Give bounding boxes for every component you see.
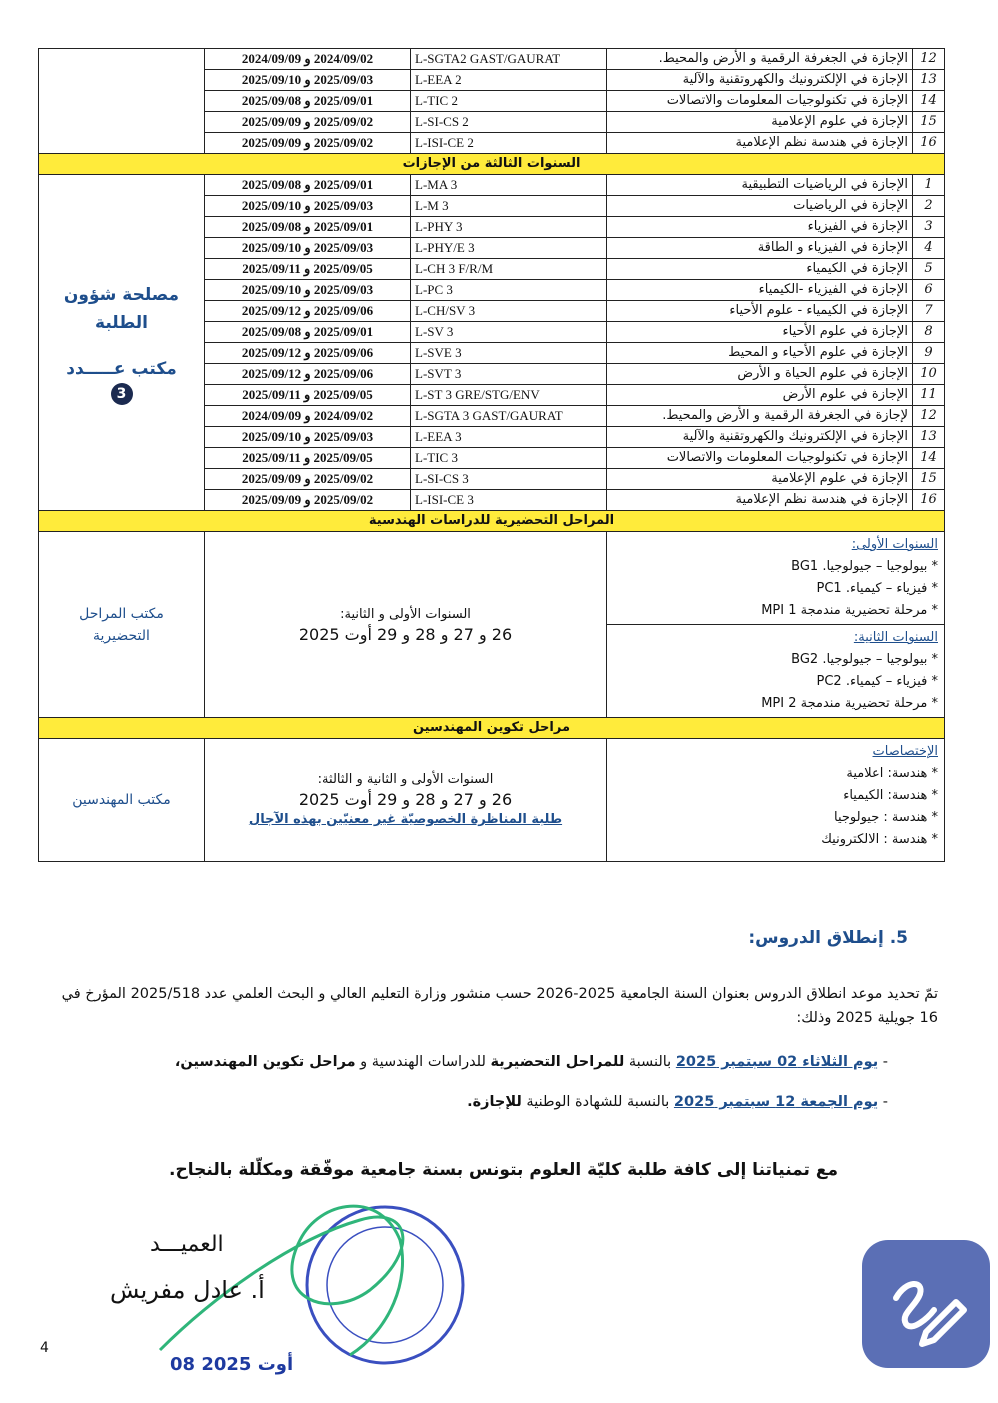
code-cell: L-SI-CS 3 [411, 469, 607, 490]
code-cell: L-PC 3 [411, 280, 607, 301]
row-number: 14 [913, 448, 945, 469]
prep-office-line-2: التحضيرية [93, 627, 150, 644]
dean-title: العميـــد [150, 1232, 224, 1257]
code-cell: L-TIC 2 [411, 91, 607, 112]
specialties-title: الإختصاصات [872, 744, 938, 759]
degree-cell: الإجازة في هندسة نظم الإعلامية [607, 490, 913, 511]
code-cell: L-CH 3 F/R/M [411, 259, 607, 280]
degree-cell: الإجازة في علوم الأحياء [607, 322, 913, 343]
bullet-bold: للإجازة. [467, 1094, 522, 1110]
dates-cell: 2025/09/02 و 2025/09/09 [205, 490, 411, 511]
first-years-title: السنوات الأولى: [851, 537, 938, 552]
dates-cell: 2025/09/03 و 2025/09/10 [205, 427, 411, 448]
preparatory-office [39, 532, 205, 718]
bullet-bold: للمراحل التحضيرية [490, 1054, 625, 1070]
dates-cell: 2025/09/03 و 2025/09/10 [205, 280, 411, 301]
code-cell: L-SVT 3 [411, 364, 607, 385]
row-number: 1 [913, 175, 945, 196]
specialty-item: * هندسة : جيولوجيا [833, 810, 938, 825]
second-years-title: السنوات الثانية: [853, 630, 938, 645]
eng-dates-title: السنوات الأولى و الثانية و الثالثة: [317, 772, 494, 787]
row-number: 15 [913, 469, 945, 490]
student-affairs-office [39, 175, 205, 511]
dates-cell: 2024/09/02 و 2024/09/09 [205, 49, 411, 70]
degree-cell: الإجازة في علوم الحياة و الأرض [607, 364, 913, 385]
closing-wish: مع تمنياتنا إلى كافة طلبة كليّة العلوم بتونس بسنة جامعية موفّقة ومكلّلة بالنجاح. [169, 1160, 838, 1180]
engineering-dates [205, 739, 607, 862]
dates-cell: 2025/09/01 و 2025/09/08 [205, 91, 411, 112]
program-item: * مرحلة تحضيرية مندمجة MPI 1 [761, 603, 938, 618]
degree-cell: الإجازة في علوم الأحياء و المحيط [607, 343, 913, 364]
code-cell: L-EEA 2 [411, 70, 607, 91]
row-number: 14 [913, 91, 945, 112]
degree-cell: الإجازة في تكنولوجيات المعلومات والاتصالات [607, 448, 913, 469]
preparatory-section [39, 511, 945, 718]
degree-cell: الإجازة في علوم الإعلامية [607, 469, 913, 490]
code-cell: L-SGTA2 GAST/GAURAT [411, 49, 607, 70]
third-year-rows [39, 154, 945, 511]
edit-fab-button[interactable] [862, 1240, 990, 1368]
dates-cell: 2025/09/03 و 2025/09/10 [205, 70, 411, 91]
office-line-3: مكتب عـــــدد [66, 358, 177, 379]
stamp-date: 08 أوت 2025 [170, 1354, 294, 1375]
eng-dates: 26 و 27 و 28 و 29 أوت 2025 [298, 790, 513, 809]
code-cell: L-ST 3 GRE/STG/ENV [411, 385, 607, 406]
third-year-header: السنوات الثالثة من الإجازات [39, 154, 945, 175]
row-number: 13 [913, 70, 945, 91]
engineering-specialties [607, 739, 945, 862]
bullet-prep-start [175, 1054, 888, 1070]
specialty-item: * هندسة: الكيمياء [843, 788, 938, 803]
section-5-title: 5. إنطلاق الدروس: [748, 928, 908, 948]
degree-cell: الإجازة في الجغرفة الرقمية و الأرض والمحيط. [607, 49, 913, 70]
engineering-header: مراحل تكوين المهندسين [39, 718, 945, 739]
degree-cell: الإجازة في الفيزياء و الطاقة [607, 238, 913, 259]
dates-cell: 2024/09/02 و 2024/09/09 [205, 406, 411, 427]
row-number: 12 [913, 49, 945, 70]
row-number: 10 [913, 364, 945, 385]
dates-cell: 2025/09/02 و 2025/09/09 [205, 112, 411, 133]
bullet-date: يوم الجمعة 12 سبتمبر 2025 [673, 1094, 879, 1110]
row-number: 7 [913, 301, 945, 322]
degree-cell: الإجازة في هندسة نظم الإعلامية [607, 133, 913, 154]
dates-cell: 2025/09/02 و 2025/09/09 [205, 133, 411, 154]
row-number: 5 [913, 259, 945, 280]
dates-cell: 2025/09/05 و 2025/09/11 [205, 259, 411, 280]
degree-cell: الإجازة في الفيزياء -الكيمياء [607, 280, 913, 301]
row-number: 2 [913, 196, 945, 217]
schedule-table [38, 48, 945, 862]
row-number: 12 [913, 406, 945, 427]
dates-cell: 2025/09/05 و 2025/09/11 [205, 448, 411, 469]
row-number: 9 [913, 343, 945, 364]
office-line-1: مصلحة شؤون [63, 284, 180, 305]
pen-scribble-icon [862, 1240, 990, 1368]
dates-cell: 2025/09/01 و 2025/09/08 [205, 322, 411, 343]
specialty-item: * هندسة : الالكترونيك [821, 832, 938, 847]
dates-cell: 2025/09/06 و 2025/09/12 [205, 343, 411, 364]
preparatory-dates [205, 532, 607, 718]
dates-cell: 2025/09/01 و 2025/09/08 [205, 175, 411, 196]
degree-cell: الإجازة في الكيمياء - علوم الأحياء [607, 301, 913, 322]
dates-cell: 2025/09/06 و 2025/09/12 [205, 364, 411, 385]
stamp-inner-ring [327, 1227, 443, 1343]
program-item: * بيولوجيا – جيولوجيا. BG2 [791, 652, 938, 667]
degree-cell: الإجازة في الكيمياء [607, 259, 913, 280]
bullet-dash: - [878, 1094, 888, 1110]
dates-cell: 2025/09/05 و 2025/09/11 [205, 385, 411, 406]
dates-cell: 2025/09/06 و 2025/09/12 [205, 301, 411, 322]
dates-cell: 2025/09/03 و 2025/09/10 [205, 196, 411, 217]
code-cell: L-SV 3 [411, 322, 607, 343]
code-cell: L-ISI-CE 3 [411, 490, 607, 511]
code-cell: L-M 3 [411, 196, 607, 217]
row-number: 16 [913, 133, 945, 154]
office-cell-second [39, 49, 205, 154]
bullet-bold: مراحل تكوين المهندسين، [174, 1054, 356, 1070]
bullet-dash: - [878, 1054, 888, 1070]
degree-cell: الإجازة في علوم الأرض [607, 385, 913, 406]
dates-cell: 2025/09/01 و 2025/09/08 [205, 217, 411, 238]
code-cell: L-PHY 3 [411, 217, 607, 238]
eng-note: طلبة المناظرة الخصوصيّة غير معنيّين بهذه الآجال [248, 812, 563, 827]
engineering-section [39, 718, 945, 862]
preparatory-header: المراحل التحضيرية للدراسات الهندسية [39, 511, 945, 532]
bullet-licence-start [467, 1094, 888, 1110]
row-number: 8 [913, 322, 945, 343]
eng-office-label: مكتب المهندسين [72, 792, 171, 808]
bullet-text: للدراسات الهندسية و [355, 1054, 491, 1070]
row-number: 16 [913, 490, 945, 511]
degree-cell: الإجازة في الإلكترونيك والكهروتقنية والآلية [607, 427, 913, 448]
second-year-rows [39, 49, 945, 154]
prep-office-line-1: مكتب المراحل [79, 605, 164, 622]
specialty-item: * هندسة: اعلامية [846, 766, 938, 781]
bullet-text: بالنسبة [624, 1054, 676, 1070]
program-item: * مرحلة تحضيرية مندمجة MPI 2 [761, 696, 938, 711]
prep-dates: 26 و 27 و 28 و 29 أوت 2025 [298, 624, 513, 644]
program-item: * فيزياء – كيمياء. PC2 [816, 674, 938, 689]
office-line-2: الطلبة [95, 312, 148, 333]
dean-name: أ. عادل مفريش [110, 1276, 265, 1304]
code-cell: L-EEA 3 [411, 427, 607, 448]
prep-dates-title: السنوات الأولى و الثانية: [340, 606, 471, 622]
bullet-text: بالنسبة للشهادة الوطنية [521, 1094, 674, 1110]
code-cell: L-CH/SV 3 [411, 301, 607, 322]
row-number: 13 [913, 427, 945, 448]
degree-cell: الإجازة في علوم الإعلامية [607, 112, 913, 133]
page-number: 4 [40, 1340, 49, 1356]
code-cell: L-ISI-CE 2 [411, 133, 607, 154]
code-cell: L-PHY/E 3 [411, 238, 607, 259]
degree-cell: الإجازة في الرياضيات التطبيقية [607, 175, 913, 196]
row-number: 11 [913, 385, 945, 406]
section-5-paragraph: تمّ تحديد موعد انطلاق الدروس بعنوان السنة الجامعية 2025-2026 حسب منشور وزارة التعليم العالي و البحث العلمي عدد 2025/518 المؤرخ في 16 جويلية 2025 وذلك: [61, 986, 938, 1026]
code-cell: L-SVE 3 [411, 343, 607, 364]
dates-cell: 2025/09/02 و 2025/09/09 [205, 469, 411, 490]
row-number: 15 [913, 112, 945, 133]
engineers-office [39, 739, 205, 862]
bullet-date: يوم الثلاثاء 02 سبتمبر 2025 [675, 1054, 879, 1070]
degree-cell: لإجازة في الجغرفة الرقمية و الأرض والمحيط. [607, 406, 913, 427]
degree-cell: الإجازة في الفيزياء [607, 217, 913, 238]
degree-cell: الإجازة في الإلكترونيك والكهروتقنية والآلية [607, 70, 913, 91]
degree-cell: الإجازة في تكنولوجيات المعلومات والاتصالات [607, 91, 913, 112]
preparatory-programs [607, 532, 945, 718]
program-item: * بيولوجيا – جيولوجيا. BG1 [791, 559, 938, 574]
dates-cell: 2025/09/03 و 2025/09/10 [205, 238, 411, 259]
program-item: * فيزياء – كيمياء. PC1 [816, 581, 938, 596]
code-cell: L-SGTA 3 GAST/GAURAT [411, 406, 607, 427]
code-cell: L-SI-CS 2 [411, 112, 607, 133]
row-number: 4 [913, 238, 945, 259]
office-number-badge: 3 [111, 383, 133, 405]
code-cell: L-MA 3 [411, 175, 607, 196]
degree-cell: الإجازة في الرياضيات [607, 196, 913, 217]
code-cell: L-TIC 3 [411, 448, 607, 469]
row-number: 3 [913, 217, 945, 238]
row-number: 6 [913, 280, 945, 301]
